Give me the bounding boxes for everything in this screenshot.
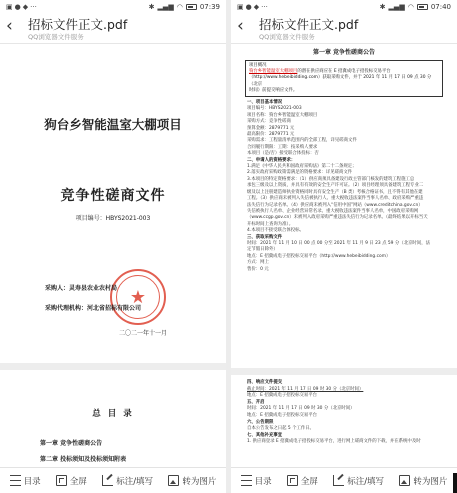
- body-line: 4.本项目不接受联合体投标。: [247, 228, 304, 234]
- body-line: 时间：2021 年 11 月 17 日 09 时 30 分（北京时间）: [247, 406, 355, 412]
- body-line: 定节假日除外）: [247, 247, 278, 253]
- body-line: 售价：0 元: [247, 266, 269, 272]
- document-title: 招标文件正文.pdf: [259, 17, 359, 32]
- notification-icon: ▣: [6, 2, 13, 11]
- cover-project-title: 狗台乡智能温室大棚项目: [44, 117, 182, 132]
- document-subtitle: QQ浏览器文件服务: [28, 33, 84, 41]
- fullscreen-button[interactable]: 全屏: [287, 475, 318, 487]
- body-line: 地点：E 招冀成电子招投标交易平台（http://www.hebeibidding.com）: [247, 253, 391, 259]
- cover-date: 二〇二一年十一月: [118, 330, 167, 337]
- body-line: （www.ccgp.gov.cn）未被列入政府采购严重违法失信行为记录名单。（最终结果以开标当天: [247, 215, 428, 221]
- body-line: 法失信行为记录名单。（4）供应商未被列入“信用中国”网站（www.creditchina.gov.cn）: [247, 202, 423, 208]
- body-line: 自本公告发布之日起 5 个工作日。: [247, 426, 315, 432]
- section-heading: 四、响应文件提交: [247, 380, 283, 385]
- body-line: 承包三级及以上资质，并具有有效的安全生产许可证。（2）项目经理须具备建筑工程专业二: [247, 183, 424, 189]
- body-line: 1. 供应商登录 E 招冀成电子招投标交易平台，进行网上磋商文件的下载，并在系统中及时: [247, 439, 421, 445]
- section-heading: 一、项目基本情况: [247, 100, 283, 105]
- more-notifications-icon: ···: [261, 2, 268, 11]
- wifi-icon: ◠: [176, 2, 183, 11]
- body-line: 3.本项目的特定资格要求：（1）供应商须具备建设行政主管部门核发的建筑工程施工总: [247, 176, 415, 182]
- list-icon: [241, 475, 252, 486]
- image-icon: [399, 475, 410, 486]
- body-line: 失信被执行人名单、企业经营异常名录、重大税收违法案件当事人名单，中国政府采购网: [247, 208, 419, 214]
- body-line: 1.满足《中华人民共和国政府采购法》第二十二条规定；: [247, 164, 357, 170]
- annotate-button[interactable]: 标注/填写: [333, 475, 384, 487]
- body-line: 工程。（3）供应商未被列入失信被执行人、重大税收违法案件当事人名单、政府采购严重违: [247, 196, 424, 202]
- announcement-body-continued: [247, 380, 445, 446]
- overview-line: 时间）前提交响应文件。: [249, 87, 298, 93]
- app-icon: ◆: [22, 2, 29, 11]
- section-heading: 三、获取采购文件: [247, 234, 283, 240]
- body-line: 时间：2021 年 11 月 10 日 00 点 00 分至 2021 年 11 月 9 日 23 点 59 分（北京时间，法: [247, 240, 430, 246]
- status-bar: [231, 0, 457, 14]
- status-time: 07:39: [199, 3, 220, 11]
- pdf-page[interactable]: [0, 45, 226, 467]
- app-icon: ◆: [253, 2, 260, 11]
- toc-item: 第二章 投标须知及投标须知附表: [40, 456, 127, 463]
- status-bar: [0, 0, 226, 14]
- section-heading: 七、其他补充事宜: [247, 432, 283, 438]
- status-time: 07:40: [430, 3, 451, 11]
- signal-icon: ▂▄▆: [388, 2, 405, 11]
- body-line: 地点：E 招冀成电子招投标交易平台: [247, 393, 318, 399]
- pen-icon: [333, 475, 344, 486]
- battery-icon: [186, 4, 197, 10]
- body-line: 预算金额：2879771 元: [247, 125, 295, 131]
- body-line: 采购需求：工程量清单范围内的全部工程，详见磋商文件: [247, 138, 357, 144]
- section-heading: 二、申请人的资格要求：: [247, 157, 296, 163]
- section-heading: 六、公告期限: [247, 419, 274, 425]
- toc-title: 总 目 录: [92, 409, 134, 419]
- overview-line: 狗台乡智能温室大棚项目的潜在供应商应在 E 招冀成电子招投标交易平台: [249, 69, 391, 75]
- back-arrow-icon[interactable]: ‹: [237, 16, 244, 36]
- edge-marker: [453, 473, 457, 493]
- cover-document-type: 竞争性磋商文件: [60, 188, 166, 204]
- left-screenshot: [0, 0, 226, 493]
- announcement-body: [247, 100, 445, 273]
- body-line: 最高限价：2879771 元: [247, 132, 295, 138]
- body-line: 截止时间：2021 年 11 月 17 日 09 时 30 分（北京时间）: [247, 386, 364, 392]
- toc-button[interactable]: 目录: [241, 475, 272, 487]
- bottom-toolbar: [231, 467, 457, 493]
- cover-purchaser: 采购人：灵寿县农业农村局: [45, 285, 118, 292]
- right-screenshot: [231, 0, 457, 493]
- bluetooth-icon: ✱: [379, 2, 386, 11]
- signal-icon: ▂▄▆: [157, 2, 174, 11]
- project-overview-box: [245, 60, 443, 97]
- fullscreen-button[interactable]: 全屏: [56, 475, 87, 487]
- wechat-icon: ●: [14, 2, 21, 11]
- cover-project-number: 项目编号：HBYS2021-003: [75, 215, 151, 222]
- body-line: 开标时间上查询为准）。: [247, 221, 294, 227]
- bottom-toolbar: [0, 467, 226, 493]
- annotate-button[interactable]: 标注/填写: [102, 475, 153, 487]
- page-divider: [0, 363, 226, 370]
- battery-icon: [417, 4, 428, 10]
- page-divider: [231, 368, 457, 375]
- section-heading: 五、开启: [247, 399, 265, 405]
- document-subtitle: QQ浏览器文件服务: [259, 33, 315, 41]
- toc-item: 第一章 竞争性磋商公告: [40, 440, 103, 447]
- body-line: 项目编号：HBYS2021-003: [247, 106, 302, 112]
- header: [231, 14, 457, 44]
- body-line: 项目名称：狗台乡智能温室大棚项目: [247, 112, 318, 118]
- back-arrow-icon[interactable]: ‹: [6, 16, 13, 36]
- wechat-icon: ●: [245, 2, 252, 11]
- body-line: 方式：网上: [247, 260, 269, 266]
- body-line: 本项目（是/否）接受联合体投标：否: [247, 151, 319, 157]
- bluetooth-icon: ✱: [148, 2, 155, 11]
- document-title: 招标文件正文.pdf: [28, 17, 128, 32]
- pen-icon: [102, 475, 113, 486]
- body-line: 采购方式：竞争性磋商: [247, 119, 291, 125]
- body-line: 级及以上注册建造师执业资格同时具有安全生产（B 类）考核合格证书，且不得有其他在建: [247, 189, 423, 195]
- fullscreen-icon: [287, 475, 298, 486]
- overview-line: （http://www.hebeibidding.com）获取采购文件，并于 2021 年 11 月 17 日 09 点 30 分（北京: [249, 75, 432, 87]
- list-icon: [10, 475, 21, 486]
- more-notifications-icon: ···: [30, 2, 37, 11]
- convert-image-button[interactable]: 转为图片: [168, 475, 216, 487]
- wifi-icon: ◠: [407, 2, 414, 11]
- body-line: 合同履行期限：工期：按采购人要求: [247, 144, 318, 150]
- fullscreen-icon: [56, 475, 67, 486]
- body-line: 2.落实政府采购政策需满足的资格要求：详见磋商文件: [247, 170, 353, 176]
- notification-icon: ▣: [237, 2, 244, 11]
- body-line: 地点：E 招冀成电子招投标交易平台: [247, 412, 318, 418]
- image-icon: [168, 475, 179, 486]
- convert-image-button[interactable]: 转为图片: [399, 475, 447, 487]
- chapter-title: 第一章 竞争性磋商公告: [312, 49, 376, 56]
- toc-button[interactable]: 目录: [10, 475, 41, 487]
- overview-heading: 项目概况: [249, 63, 267, 68]
- pdf-page[interactable]: [231, 45, 457, 467]
- official-seal-icon: ★: [110, 269, 166, 325]
- header: [0, 14, 226, 44]
- cover-agency: 采购代理机构：河北省招标有限公司: [45, 305, 142, 312]
